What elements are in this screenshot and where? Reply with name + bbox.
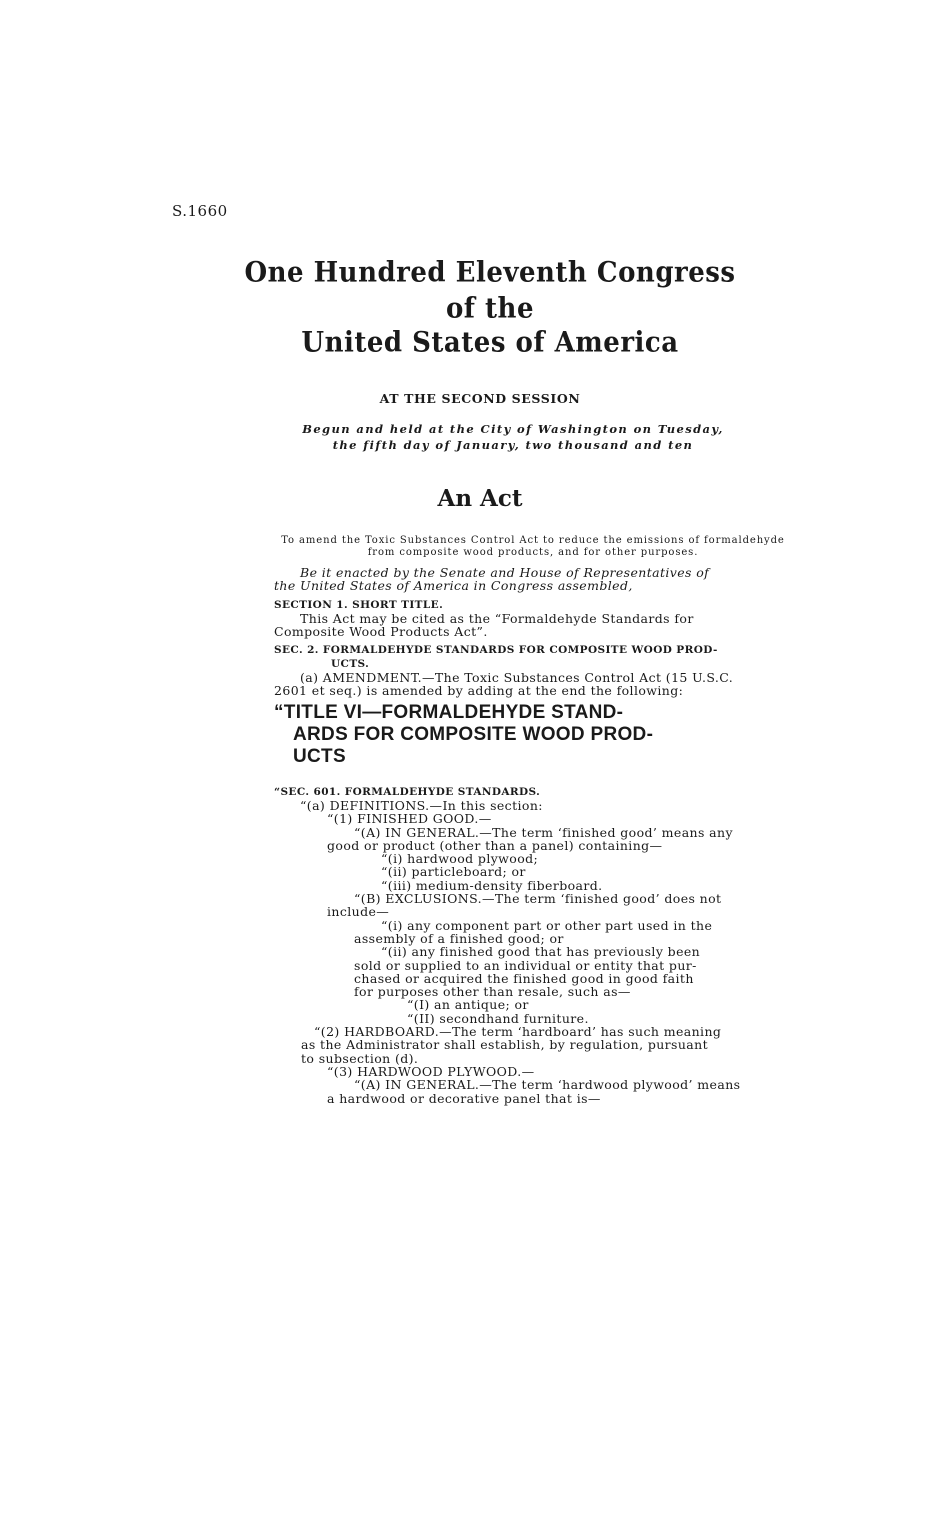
sec601-line: “(B) EXCLUSIONS.—The term ‘finished good’ does not bbox=[354, 891, 722, 907]
begun-line1: Begun and held at the City of Washington on Tuesday, bbox=[302, 422, 724, 436]
sec2-heading2: UCTS. bbox=[331, 657, 370, 670]
sec601-line: “(iii) medium-density fiberboard. bbox=[381, 877, 603, 893]
sec1-heading: SECTION 1. SHORT TITLE. bbox=[274, 598, 444, 611]
sec601-line: “(1) FINISHED GOOD.— bbox=[327, 811, 492, 827]
enacting-line2: the United States of America in Congress assembled, bbox=[274, 578, 633, 594]
sec601-line: a hardwood or decorative panel that is— bbox=[327, 1090, 601, 1106]
sec601-line: “(3) HARDWOOD PLYWOOD.— bbox=[327, 1063, 535, 1079]
congress-title-line1: One Hundred Eleventh Congress bbox=[244, 256, 736, 290]
sec1-text2: Composite Wood Products Act”. bbox=[274, 624, 488, 640]
sec601-line: “(i) any component part or other part used in the bbox=[381, 917, 713, 933]
congress-title-line3: United States of America bbox=[301, 326, 679, 360]
bill-body bbox=[274, 566, 754, 1105]
sec601-line: to subsection (d). bbox=[301, 1050, 419, 1066]
sec601-line: include— bbox=[327, 904, 390, 920]
sec601-line: “(a) DEFINITIONS.—In this section: bbox=[300, 797, 543, 813]
sec601-line: “(II) secondhand furniture. bbox=[407, 1010, 589, 1026]
sec601-line: sold or supplied to an individual or entity that pur- bbox=[354, 957, 697, 973]
purpose-line1: To amend the Toxic Substances Control Act to reduce the emissions of formaldehyde bbox=[281, 535, 785, 546]
sec601-line: assembly of a finished good; or bbox=[354, 930, 564, 946]
sec601-line: “(2) HARDBOARD.—The term ‘hardboard’ has such meaning bbox=[314, 1024, 722, 1040]
sec601-line: “(i) hardwood plywood; bbox=[381, 851, 539, 867]
act-heading: An Act bbox=[437, 485, 523, 512]
congress-title-line2: of the bbox=[445, 292, 535, 326]
sec601-line: “(ii) any finished good that has previously been bbox=[381, 944, 701, 960]
sec1-text1: This Act may be cited as the “Formaldehyde Standards for bbox=[300, 610, 694, 626]
sec601-line: “(I) an antique; or bbox=[407, 997, 529, 1013]
sec601-line: “(A) IN GENERAL.—The term ‘finished good’ means any bbox=[354, 824, 733, 840]
title6-line2: ARDS FOR COMPOSITE WOOD PROD- bbox=[293, 723, 654, 745]
sec601-line: chased or acquired the finished good in good faith bbox=[354, 970, 694, 986]
begun-line2: the fifth day of January, two thousand and ten bbox=[332, 438, 694, 452]
sec601-line: “(A) IN GENERAL.—The term ‘hardwood plywood’ means bbox=[354, 1077, 741, 1093]
sec2-a2: 2601 et seq.) is amended by adding at the end the following: bbox=[274, 683, 684, 699]
title6-line3: UCTS bbox=[293, 745, 346, 767]
purpose-line2: from composite wood products, and for other purposes. bbox=[367, 547, 699, 558]
bill-number: S.1660 bbox=[172, 202, 228, 220]
session-heading: AT THE SECOND SESSION bbox=[379, 391, 581, 406]
sec2-a1: (a) AMENDMENT.—The Toxic Substances Control Act (15 U.S.C. bbox=[300, 670, 734, 686]
sec601-line: as the Administrator shall establish, by regulation, pursuant bbox=[301, 1037, 709, 1053]
sec601-heading: “SEC. 601. FORMALDEHYDE STANDARDS. bbox=[274, 785, 541, 798]
sec601-line: for purposes other than resale, such as— bbox=[354, 984, 631, 1000]
title6-line1: “TITLE VI—FORMALDEHYDE STAND- bbox=[274, 701, 624, 723]
sec2-heading1: SEC. 2. FORMALDEHYDE STANDARDS FOR COMPOSITE WOOD PROD- bbox=[274, 644, 718, 657]
sec601-line: good or product (other than a panel) containing— bbox=[327, 837, 663, 853]
enacting-line1: Be it enacted by the Senate and House of Representatives of bbox=[300, 565, 710, 580]
sec601-line: “(ii) particleboard; or bbox=[381, 864, 526, 880]
